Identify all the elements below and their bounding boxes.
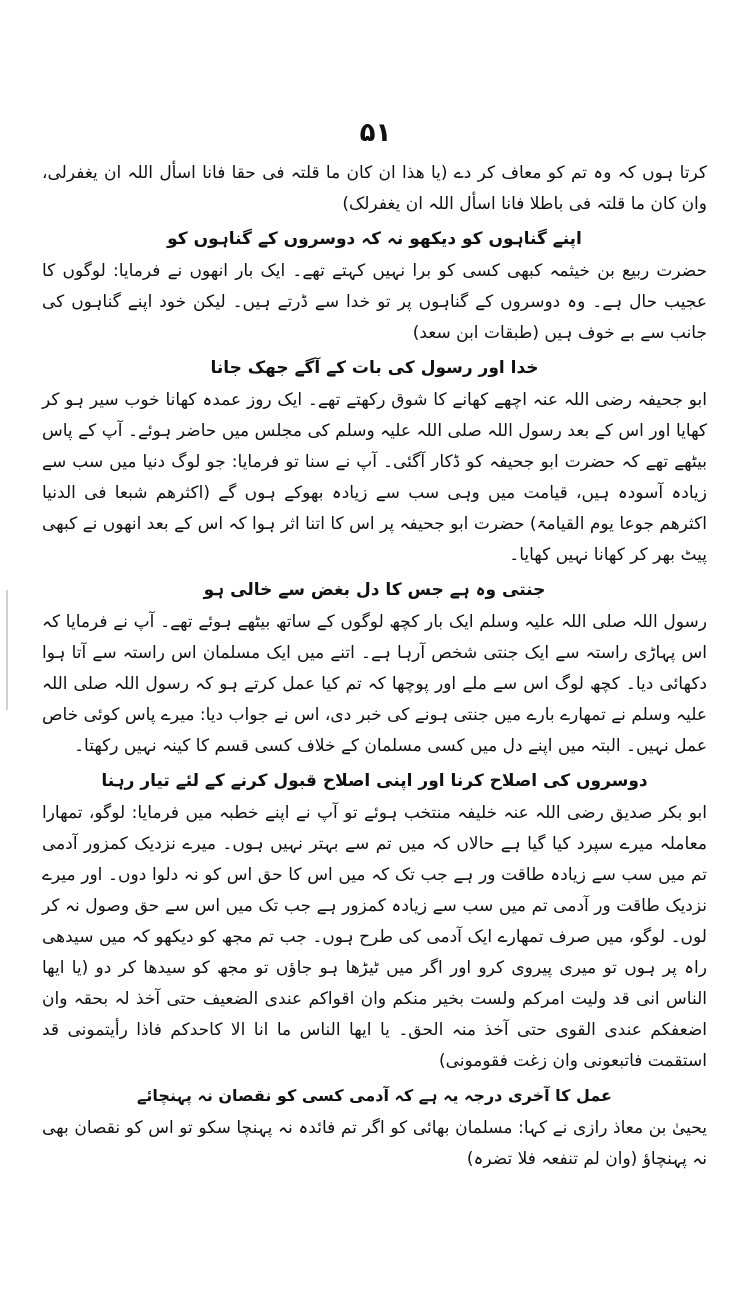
heading-own-sins: اپنے گناہوں کو دیکھو نہ کہ دوسروں کے گناہوں کو xyxy=(167,229,582,249)
paragraph-rabi-bin-khaitham: حضرت ربیع بن خیثمہ کبھی کسی کو برا نہیں کہتے تھے۔ ایک بار انھوں نے فرمایا: لوگوں کا عجیب حال ہے۔ وہ دوسروں کے گناہوں پر تو خدا سے ڈرتے ہیں۔ لیکن خود اپنے گناہوں کی جانب سے بے خوف ہیں (طبقات ابن سعد) xyxy=(42,261,707,343)
heading-submit-to-god-and-messenger: خدا اور رسول کی بات کے آگے جھک جانا xyxy=(210,358,539,378)
page-content xyxy=(42,158,707,1175)
paragraph-abu-bakr-sermon: ابو بکر صدیق رضی اللہ عنہ خلیفہ منتخب ہوئے تو آپ نے اپنے خطبہ میں فرمایا: لوگو، تمھارا معاملہ میرے سپرد کیا گیا ہے حالاں کہ میں تم سے بہتر نہیں ہوں۔ میرے نزدیک کمزور آدمی تم میں سب سے زیادہ طاقت ور ہے جب تک کہ میں اس کا حق اس کو نہ دلوا دوں۔ اور میرے نزدیک طاقت ور آدمی تم میں سب سے زیادہ کمزور ہے جب تک میں اس سے حق وصول نہ کر لوں۔ لوگو، میں صرف تمھارے ایک آدمی کی طرح ہوں۔ جب تم مجھ کو دیکھو کہ میں سیدھی راہ پر ہوں تو میری پیروی کرو اور اگر میں ٹیڑھا ہو جاؤں تو مجھ کو سیدھا کر دو (یا ایھا الناس انی قد ولیت امرکم ولست بخیر منکم وان اقواکم عندی الضعیف حتی آخذ لہ بحقہ وان اضعفکم عندی القوی حتی آخذ منہ الحق۔ یا ایھا الناس ما انا الا کاحدکم فاذا رأیتمونی قد استقمت فاتبعونی وان زغت فقومونی) xyxy=(42,803,707,1071)
paragraph-abu-juhaifa: ابو جحیفہ رضی اللہ عنہ اچھے کھانے کا شوق رکھتے تھے۔ ایک روز عمدہ کھانا خوب سیر ہو کر کھایا اور اس کے بعد رسول اللہ صلی اللہ علیہ وسلم کی مجلس میں حاضر ہوئے۔ آپ کے پاس بیٹھے تھے کہ حضرت ابو جحیفہ کو ڈکار آگئی۔ آپ نے سنا تو فرمایا: جو لوگ دنیا میں سب سے زیادہ آسودہ ہیں، قیامت میں وہی سب سے زیادہ بھوکے ہوں گے (اکثرھم شبعا فی الدنیا اکثرھم جوعا یوم القیامۃ) حضرت ابو جحیفہ پر اس کا اتنا اثر ہوا کہ اس کے بعد انھوں نے کبھی پیٹ بھر کر کھانا نہیں کھایا۔ xyxy=(42,390,707,565)
heading-heart-free-of-malice: جنتی وہ ہے جس کا دل بغض سے خالی ہو xyxy=(203,580,546,600)
margin-shadow xyxy=(6,590,8,710)
paragraph-man-of-paradise: رسول اللہ صلی اللہ علیہ وسلم ایک بار کچھ لوگوں کے ساتھ بیٹھے ہوئے تھے۔ آپ نے فرمایا کہ اس پہاڑی راستہ سے ایک جنتی شخص آرہا ہے۔ اتنے میں ایک مسلمان اس راستہ سے آتا ہوا دکھائی دیا۔ کچھ لوگ اس سے ملے اور پوچھا کہ تم کیا عمل کرتے ہو کہ رسول اللہ صلی اللہ علیہ وسلم نے تمھارے بارے میں جنتی ہونے کی خبر دی، اس نے جواب دیا: میرے پاس کوئی خاص عمل نہیں۔ البتہ میں اپنے دل میں کسی مسلمان کے خلاف کسی قسم کا کینہ نہیں رکھتا۔ xyxy=(42,612,707,756)
page-number: ۵۱ xyxy=(359,118,392,148)
paragraph-yahya-bin-muadh: یحییٰ بن معاذ رازی نے کہا: مسلمان بھائی کو اگر تم فائدہ نہ پہنچا سکو تو اس کو نقصان بھی نہ پہنچاؤ (وان لم تنفعہ فلا تضرہ) xyxy=(42,1118,707,1169)
heading-do-no-harm: عمل کا آخری درجہ یہ ہے کہ آدمی کسی کو نقصان نہ پہنچائے xyxy=(137,1086,612,1105)
heading-reform-others-and-self: دوسروں کی اصلاح کرنا اور اپنی اصلاح قبول کرنے کے لئے تیار رہنا xyxy=(101,771,648,791)
paragraph-forgiveness: کرتا ہوں کہ وہ تم کو معاف کر دے (یا ھذا ان کان ما قلتہ فی حقا فانا اسأل اللہ ان یغفرلی، وان کان ما قلتہ فی باطلا فانا اسأل اللہ ان یغفرلک) xyxy=(42,163,707,214)
